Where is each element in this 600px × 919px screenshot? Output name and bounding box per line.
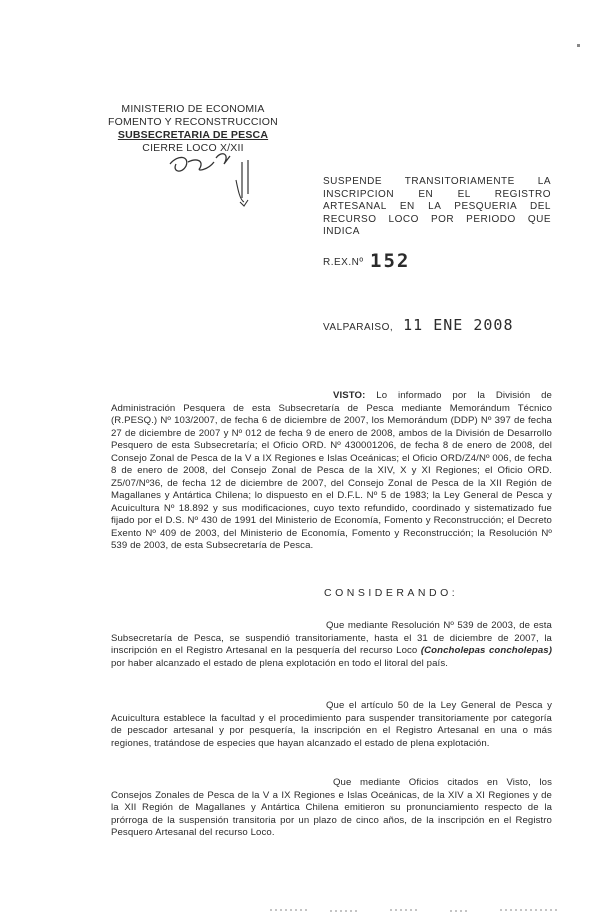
considerando-paragraph-3: Que mediante Oficios citados en Visto, los Consejos Zonales de Pesca de la V a IX Regiones e Islas Oceánicas, de la XIV a XI Regiones y de la XII Región de Magallanes y Antártica Chilena emitieron su pronunciamiento respecto de la prórroga de la suspensión transitoria por un plazo de cinco años, de la inscripción en el Registro Pesquero Artesanal del recurso Loco. — [111, 777, 552, 838]
resolution-number: 152 — [370, 250, 411, 272]
file-reference: CIERRE LOCO X/XII — [142, 142, 244, 154]
resolution-label: R.EX.Nº — [323, 257, 364, 268]
paragraph-1-text-b: por haber alcanzado el estado de plena explotación en todo el litoral del país. — [111, 657, 448, 669]
undersecretariat-name: SUBSECRETARIA DE PESCA — [117, 129, 269, 141]
ministry-name: MINISTERIO DE ECONOMIA — [121, 103, 265, 115]
handwritten-signature — [160, 150, 280, 210]
considerando-heading: CONSIDERANDO: — [324, 587, 459, 599]
visto-text: Lo informado por la División de Administración Pesquera de esta Subsecretaría de Pesca mediante Memorándum Técnico (R.PESQ.) Nº 103/2007, de fecha 6 de diciembre de 2007, los Memorándum (DDP) Nº 397 de fecha 27 de diciembre de 2007 y Nº 012 de fecha 9 de enero de 2008, ambos de la División de Desarrollo Pesquero de esta Subsecretaría; el Oficio ORD. Nº 430001206, de fecha 8 de enero de 2008, del Consejo Zonal de Pesca de la V a IX Regiones e Islas Oceánicas; el Oficio ORD/Z4/Nº 006, de fecha 8 de enero de 2008, del Consejo Zonal de Pesca de la XIV, X y XI Regiones; el Oficio ORD. Z5/07/Nº36, de fecha 12 de diciembre de 2007, del Consejo Zonal de Pesca de la XII Región de Magallanes y Antártica Chilena; lo dispuesto en el D.F.L. Nº 5 de 1983; la Ley General de Pesca y Acuicultura Nº 18.892 y sus modificaciones, cuyo texto refundido, coordinado y sistematizado fue fijado por el D.S. Nº 430 de 1991 del Ministerio de Economía, Fomento y Reconstrucción; el Decreto Exento Nº 409 de 2003, del Ministerio de Economía, Fomento y Reconstrucción; la Resolución Nº 539 de 2003, de esta Subsecretaría de Pesca. — [111, 390, 552, 551]
letterhead — [98, 103, 288, 155]
visto-lead: VISTO: — [333, 390, 366, 401]
visto-paragraph — [111, 390, 552, 553]
place-date-line — [323, 316, 514, 334]
date-stamp: 11 ENE 2008 — [403, 316, 514, 334]
scan-footer-marks — [270, 906, 560, 914]
scan-speck — [577, 44, 580, 47]
resolution-title: SUSPENDE TRANSITORIAMENTE LA INSCRIPCION EN EL REGISTRO ARTESANAL EN LA PESQUERIA DEL RECURSO LOCO POR PERIODO QUE INDICA — [323, 176, 551, 237]
species-name: (Concholepas concholepas) — [420, 645, 553, 656]
considerando-paragraph-2: Que el artículo 50 de la Ley General de Pesca y Acuicultura establece la facultad y el procedimiento para suspender transitoriamente por categoría de pescador artesanal y por pesquería, la inscripción en el Registro Artesanal en una o más regiones, tratándose de especies que hayan alcanzado el estado de plena explotación. — [111, 700, 552, 749]
considerando-paragraph-1 — [111, 620, 552, 670]
ministry-subtitle: FOMENTO Y RECONSTRUCCION — [108, 116, 278, 128]
city: VALPARAISO, — [323, 322, 394, 333]
paragraph-1-text-a: Que mediante Resolución Nº 539 de 2003, de esta Subsecretaría de Pesca, se suspendió transitoriamente, hasta el 31 de diciembre de 2007, la inscripción en el Registro Artesanal en la pesquería del recurso Loco — [111, 620, 552, 656]
